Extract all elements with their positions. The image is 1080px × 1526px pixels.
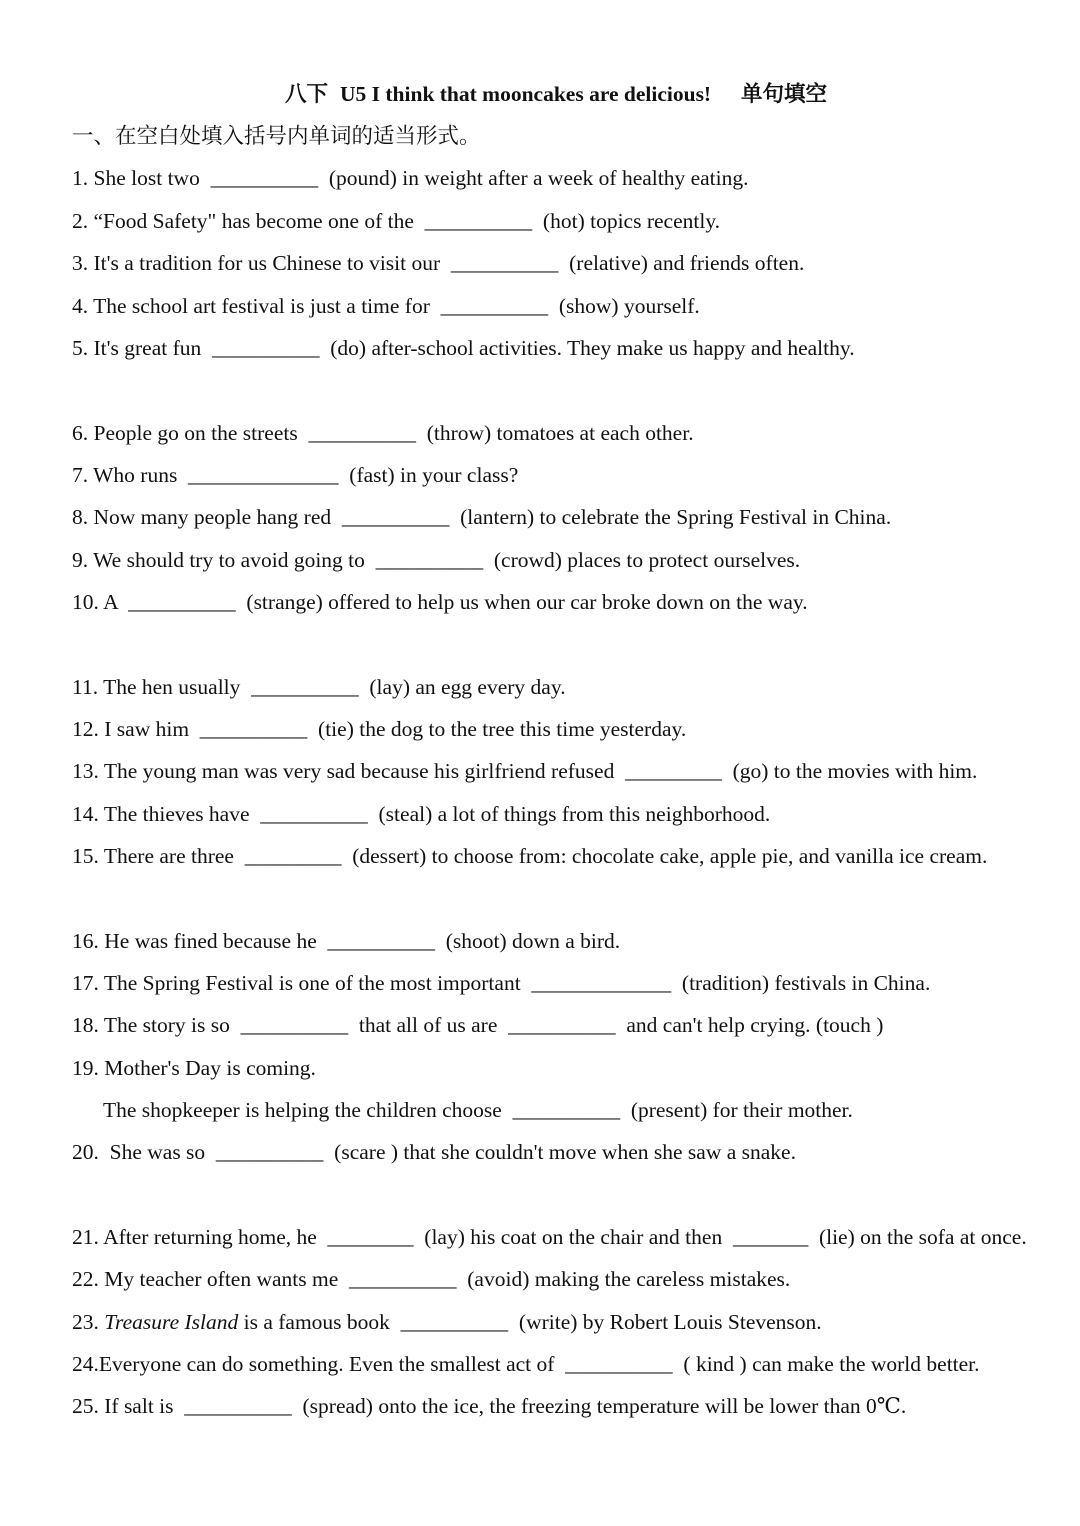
question-25: 25. If salt is __________ (spread) onto the ice, the freezing temperature will be lower than 0℃. xyxy=(72,1394,907,1419)
question-19: 19. Mother's Day is coming. xyxy=(72,1055,316,1080)
question-group-3 xyxy=(0,666,1080,878)
question-1: 1. She lost two __________ (pound) in weight after a week of healthy eating. xyxy=(72,166,749,191)
question-10: 10. A __________ (strange) offered to help us when our car broke down on the way. xyxy=(72,589,808,614)
section-instruction: 一、在空白处填入括号内单词的适当形式。 xyxy=(72,124,481,149)
title-exercise-type: 单句填空 xyxy=(741,81,828,106)
question-11: 11. The hen usually __________ (lay) an egg every day. xyxy=(72,674,566,699)
question-group-2 xyxy=(0,412,1080,624)
book-title: Treasure Island xyxy=(104,1309,239,1334)
question-13: 13. The young man was very sad because his girlfriend refused _________ (go) to the movies with him. xyxy=(72,759,978,784)
worksheet-title xyxy=(0,73,1080,115)
question-21: 21. After returning home, he ________ (lay) his coat on the chair and then _______ (lie) on the sofa at once. xyxy=(72,1225,1027,1250)
question-group-4 xyxy=(0,920,1080,1174)
question-group-5 xyxy=(0,1216,1080,1428)
question-8: 8. Now many people hang red __________ (lantern) to celebrate the Spring Festival in China. xyxy=(72,505,892,530)
question-14: 14. The thieves have __________ (steal) a lot of things from this neighborhood. xyxy=(72,801,771,826)
question-7: 7. Who runs ______________ (fast) in your class? xyxy=(72,462,519,487)
question-18: 18. The story is so __________ that all of us are __________ and can't help crying. (touch ) xyxy=(72,1013,884,1038)
question-6: 6. People go on the streets __________ (throw) tomatoes at each other. xyxy=(72,420,694,445)
question-2: 2. “Food Safety" has become one of the __________ (hot) topics recently. xyxy=(72,208,721,233)
title-unit: U5 I think that mooncakes are delicious! xyxy=(340,81,712,106)
question-24: 24.Everyone can do something. Even the smallest act of __________ ( kind ) can make the world better. xyxy=(72,1352,980,1377)
question-16: 16. He was fined because he __________ (shoot) down a bird. xyxy=(72,928,621,953)
question-4: 4. The school art festival is just a time for __________ (show) yourself. xyxy=(72,293,700,318)
question-group-1 xyxy=(0,157,1080,369)
question-12: 12. I saw him __________ (tie) the dog to the tree this time yesterday. xyxy=(72,716,687,741)
question-17: 17. The Spring Festival is one of the most important _____________ (tradition) festivals in China. xyxy=(72,971,931,996)
question-19-continuation: The shopkeeper is helping the children choose __________ (present) for their mother. xyxy=(103,1098,853,1123)
question-3: 3. It's a tradition for us Chinese to visit our __________ (relative) and friends often. xyxy=(72,251,805,276)
question-22: 22. My teacher often wants me __________ (avoid) making the careless mistakes. xyxy=(72,1267,791,1292)
question-20: 20. She was so __________ (scare ) that she couldn't move when she saw a snake. xyxy=(72,1140,796,1165)
question-23-number: 23. xyxy=(72,1309,105,1334)
question-9: 9. We should try to avoid going to __________ (crowd) places to protect ourselves. xyxy=(72,547,801,572)
question-23 xyxy=(0,1301,1080,1343)
title-grade: 八下 xyxy=(285,81,329,106)
question-23-text: is a famous book __________ (write) by Robert Louis Stevenson. xyxy=(238,1309,822,1334)
question-15: 15. There are three _________ (dessert) to choose from: chocolate cake, apple pie, and vanilla ice cream. xyxy=(72,843,988,868)
worksheet-body xyxy=(0,73,1080,1428)
question-5: 5. It's great fun __________ (do) after-school activities. They make us happy and healthy. xyxy=(72,335,855,360)
